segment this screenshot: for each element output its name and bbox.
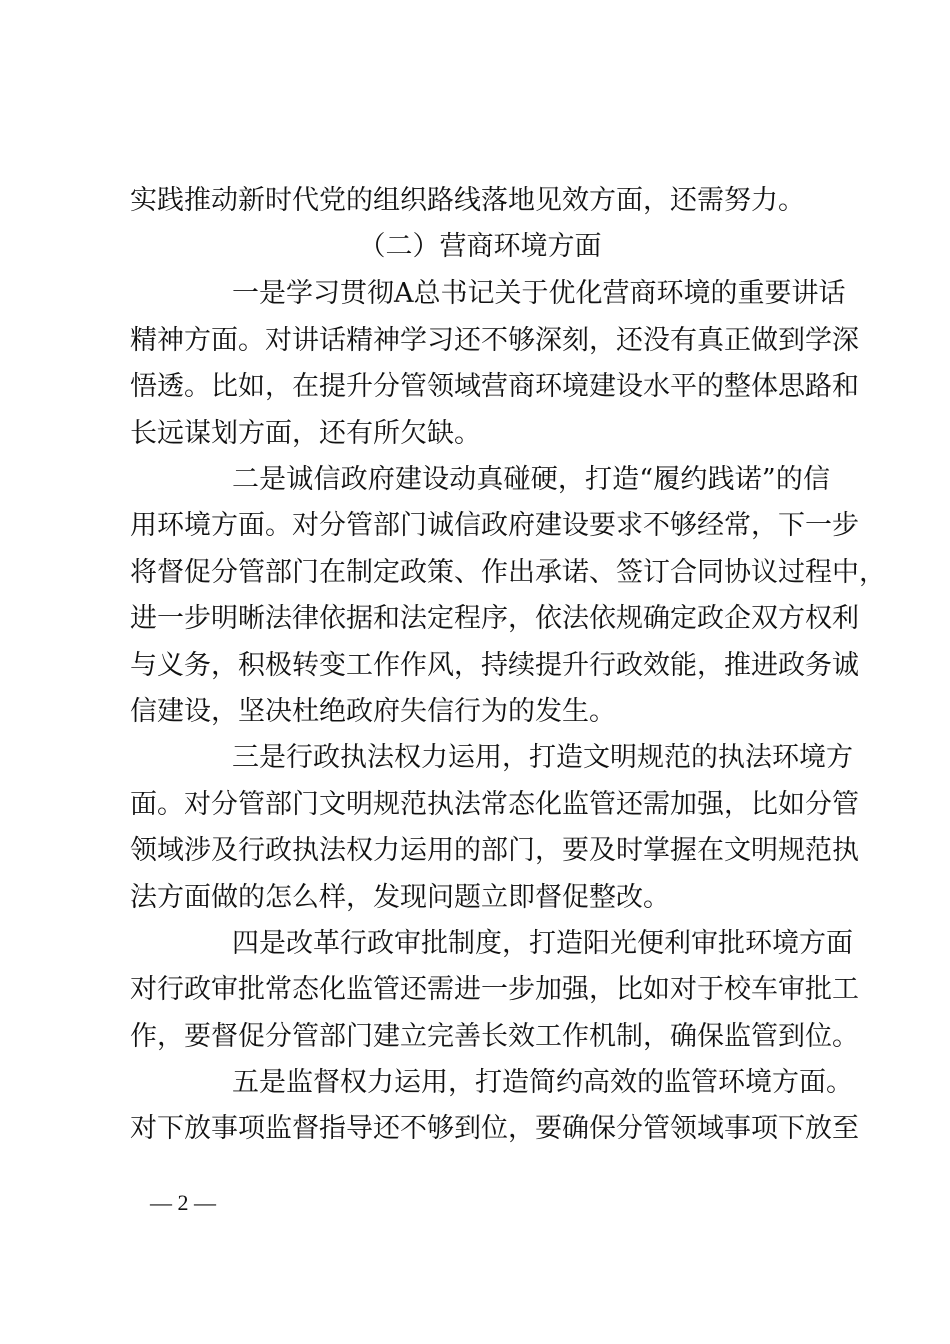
paragraph-line: 一是学习贯彻A总书记关于优化营商环境的重要讲话 bbox=[232, 278, 846, 309]
paragraph-line: 将督促分管部门在制定政策、作出承诺、签订合同协议过程中， bbox=[130, 557, 886, 588]
paragraph-line: 五是监督权力运用，打造简约高效的监管环境方面。 bbox=[232, 1067, 853, 1098]
paragraph-line: 四是改革行政审批制度，打造阳光便利审批环境方面 bbox=[232, 928, 853, 959]
paragraph-line: 对行政审批常态化监管还需进一步加强，比如对于校车审批工 bbox=[130, 974, 859, 1005]
paragraph-line: 三是行政执法权力运用，打造文明规范的执法环境方 bbox=[232, 742, 853, 773]
page-number: — 2 — bbox=[150, 1190, 216, 1215]
paragraph-line: 对下放事项监督指导还不够到位，要确保分管领域事项下放至 bbox=[130, 1113, 859, 1144]
paragraph-line: 进一步明晰法律依据和法定程序，依法依规确定政企双方权利 bbox=[130, 603, 859, 634]
paragraph-line: 面。对分管部门文明规范执法常态化监管还需加强，比如分管 bbox=[130, 789, 859, 820]
paragraph-line: 与义务，积极转变工作作风，持续提升行政效能，推进政务诚 bbox=[130, 650, 859, 681]
paragraph-line: 用环境方面。对分管部门诚信政府建设要求不够经常，下一步 bbox=[130, 510, 859, 541]
section-heading: （二）营商环境方面 bbox=[358, 231, 602, 262]
paragraph-line: 长远谋划方面，还有所欠缺。 bbox=[130, 418, 481, 449]
paragraph-line: 二是诚信政府建设动真碰硬，打造“履约践诺”的信 bbox=[232, 464, 830, 495]
paragraph-line: 领域涉及行政执法权力运用的部门，要及时掌握在文明规范执 bbox=[130, 835, 859, 866]
paragraph-line: 精神方面。对讲话精神学习还不够深刻，还没有真正做到学深 bbox=[130, 325, 859, 356]
paragraph-line: 悟透。比如，在提升分管领域营商环境建设水平的整体思路和 bbox=[130, 371, 859, 402]
paragraph-line: 信建设，坚决杜绝政府失信行为的发生。 bbox=[130, 696, 616, 727]
continuation-line: 实践推动新时代党的组织路线落地见效方面，还需努力。 bbox=[130, 185, 805, 216]
paragraph-line: 法方面做的怎么样，发现问题立即督促整改。 bbox=[130, 882, 670, 913]
paragraph-line: 作，要督促分管部门建立完善长效工作机制，确保监管到位。 bbox=[130, 1021, 859, 1052]
